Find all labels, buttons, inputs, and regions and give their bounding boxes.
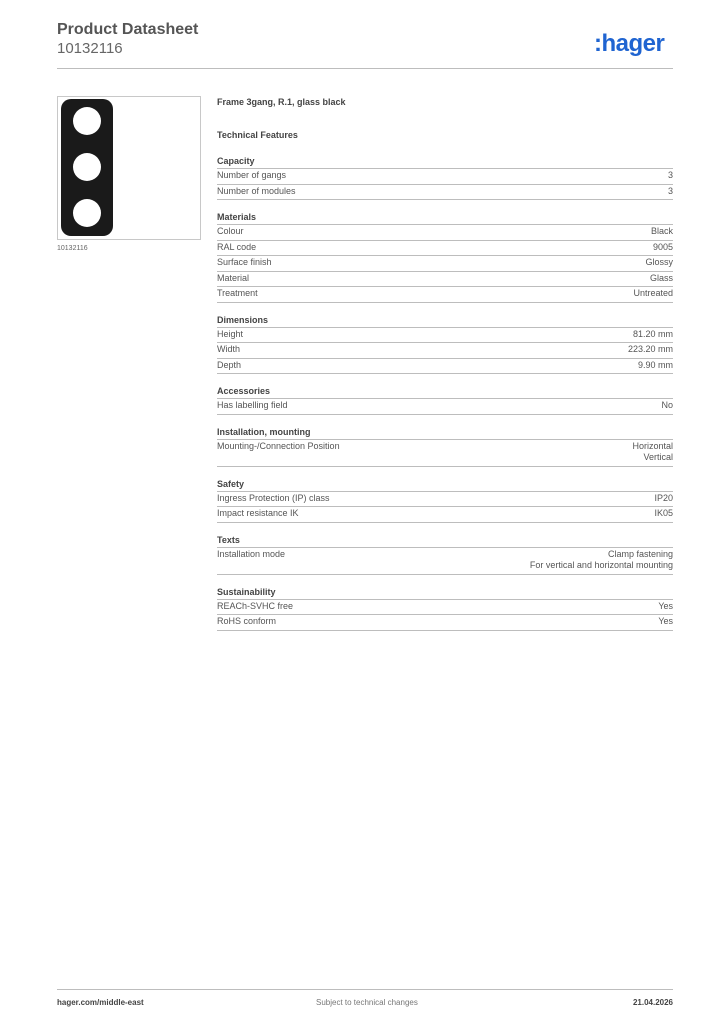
spec-label: RoHS conform bbox=[217, 616, 277, 626]
spec-row bbox=[217, 272, 673, 288]
spec-row bbox=[217, 225, 673, 241]
spec-value bbox=[668, 186, 673, 198]
spec-label: Depth bbox=[217, 359, 242, 370]
spec-value-line: IP20 bbox=[654, 492, 673, 503]
spec-label: Impact resistance IK bbox=[217, 508, 299, 518]
spec-value bbox=[658, 616, 673, 628]
spec-value-line: Glass bbox=[649, 272, 673, 283]
spec-row bbox=[217, 328, 673, 344]
section-heading: Installation, mounting bbox=[217, 426, 673, 440]
hager-logo bbox=[594, 29, 674, 57]
spec-section bbox=[217, 211, 673, 303]
spec-value-line: For vertical and horizontal mounting bbox=[529, 560, 673, 570]
spec-value bbox=[633, 288, 673, 300]
spec-value-line: Horizontal bbox=[632, 440, 673, 451]
spec-value-line: 3 bbox=[667, 170, 673, 180]
technical-features-title: Technical Features bbox=[217, 130, 298, 140]
spec-value bbox=[651, 226, 673, 238]
spec-value-line: 9005 bbox=[652, 241, 673, 252]
spec-section bbox=[217, 314, 673, 375]
spec-value-line: 3 bbox=[667, 185, 673, 196]
spec-label: Ingress Protection (IP) class bbox=[217, 492, 330, 503]
spec-value bbox=[632, 441, 673, 464]
spec-panel bbox=[217, 96, 673, 631]
spec-label: Installation mode bbox=[217, 548, 286, 559]
spec-row bbox=[217, 548, 673, 575]
spec-label: Material bbox=[217, 272, 250, 283]
spec-value bbox=[633, 329, 673, 341]
section-heading: Accessories bbox=[217, 385, 673, 399]
frame-3gang-illustration bbox=[58, 97, 200, 239]
header-divider bbox=[57, 68, 673, 69]
spec-section bbox=[217, 155, 673, 200]
spec-row bbox=[217, 600, 673, 616]
spec-row bbox=[217, 287, 673, 303]
spec-row bbox=[217, 440, 673, 467]
product-name: Frame 3gang, R.1, glass black bbox=[217, 97, 346, 107]
spec-value-line: No bbox=[661, 400, 673, 410]
section-heading: Sustainability bbox=[217, 586, 673, 600]
spec-section bbox=[217, 586, 673, 631]
spec-value bbox=[658, 601, 673, 613]
spec-row bbox=[217, 507, 673, 523]
spec-value bbox=[661, 400, 673, 412]
spec-label: Surface finish bbox=[217, 257, 272, 267]
spec-sections bbox=[217, 155, 673, 631]
spec-value-line: Vertical bbox=[643, 452, 673, 462]
spec-label: Height bbox=[217, 328, 244, 339]
spec-value-line: Clamp fastening bbox=[607, 548, 673, 559]
spec-label: RAL code bbox=[217, 241, 257, 252]
header-title: Product Datasheet bbox=[57, 21, 199, 38]
spec-section bbox=[217, 478, 673, 523]
image-caption: 10132116 bbox=[57, 245, 88, 252]
spec-label: Has labelling field bbox=[217, 400, 288, 410]
spec-label: REACh-SVHC free bbox=[217, 600, 294, 611]
section-heading: Texts bbox=[217, 534, 673, 548]
section-heading: Dimensions bbox=[217, 314, 673, 328]
spec-value bbox=[668, 170, 673, 182]
footer-website: hager.com/middle-east bbox=[57, 998, 144, 1007]
product-code: 10132116 bbox=[57, 40, 123, 57]
spec-row bbox=[217, 615, 673, 631]
spec-value bbox=[645, 257, 673, 269]
spec-label: Treatment bbox=[217, 288, 258, 298]
spec-label: Number of modules bbox=[217, 185, 296, 196]
spec-label: Width bbox=[217, 344, 241, 354]
spec-value-line: Yes bbox=[658, 616, 673, 626]
spec-label: Number of gangs bbox=[217, 170, 287, 180]
spec-row bbox=[217, 169, 673, 185]
spec-value-line: Black bbox=[650, 226, 673, 236]
spec-row bbox=[217, 241, 673, 257]
spec-row bbox=[217, 185, 673, 201]
spec-row bbox=[217, 343, 673, 359]
spec-value bbox=[530, 549, 673, 572]
footer-date: 21.04.2026 bbox=[632, 998, 673, 1007]
spec-value bbox=[654, 493, 673, 505]
spec-value bbox=[654, 508, 673, 520]
spec-value-line: 81.20 mm bbox=[632, 328, 673, 339]
spec-value bbox=[638, 360, 673, 372]
spec-section bbox=[217, 534, 673, 575]
svg-text::hager: :hager bbox=[594, 30, 665, 57]
section-heading: Materials bbox=[217, 211, 673, 225]
section-heading: Capacity bbox=[217, 155, 673, 169]
spec-section bbox=[217, 426, 673, 467]
spec-value bbox=[653, 242, 673, 254]
spec-value-line: IK05 bbox=[654, 508, 673, 518]
spec-value-line: 9.90 mm bbox=[637, 359, 673, 370]
spec-label: Mounting-/Connection Position bbox=[217, 440, 340, 451]
spec-section bbox=[217, 385, 673, 415]
spec-value bbox=[650, 273, 673, 285]
section-heading: Safety bbox=[217, 478, 673, 492]
spec-label: Colour bbox=[217, 226, 244, 236]
spec-value-line: Untreated bbox=[633, 288, 673, 298]
spec-value bbox=[628, 344, 673, 356]
spec-value-line: 223.20 mm bbox=[627, 344, 673, 354]
spec-value-line: Glossy bbox=[645, 257, 673, 267]
footer-note: Subject to technical changes bbox=[316, 998, 418, 1007]
spec-row bbox=[217, 256, 673, 272]
spec-row bbox=[217, 492, 673, 508]
spec-value-line: Yes bbox=[658, 600, 673, 611]
spec-row bbox=[217, 399, 673, 415]
footer-divider bbox=[57, 989, 673, 990]
spec-row bbox=[217, 359, 673, 375]
product-image bbox=[57, 96, 201, 240]
